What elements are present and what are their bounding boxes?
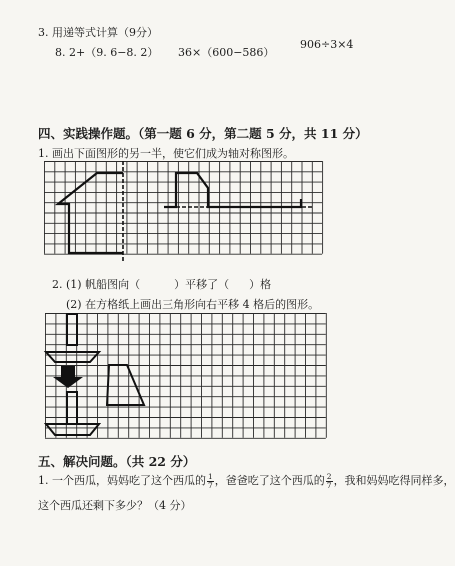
fraction2-denominator: 7	[326, 480, 332, 490]
expression-3: 906÷3×4	[300, 38, 354, 51]
section4-title: 四、实践操作题。（第一题 6 分，第二题 5 分，共 11 分）	[38, 126, 368, 141]
half-shape-right	[164, 173, 301, 207]
fraction-two-sevenths	[326, 473, 333, 490]
q2a-suffix: ）格	[249, 278, 272, 291]
q1-text-part3: ，我和妈妈吃得同样多，	[333, 474, 455, 487]
expression-2: 36×（600−586）	[178, 46, 275, 59]
sailboat-upper-hull	[46, 352, 99, 362]
down-arrow-shaft	[61, 366, 75, 378]
q2a-mid: ）平移了（	[174, 278, 230, 291]
fraction2-numerator: 2	[326, 471, 332, 481]
symmetry-grid	[44, 161, 322, 261]
translation-grid	[45, 313, 331, 439]
fraction-one-seventh	[207, 473, 214, 490]
fraction1-numerator: 1	[208, 471, 213, 481]
section4-q2b: (2) 在方格纸上画出三角形向右平移 4 格后的图形。	[66, 298, 320, 311]
section5-q1-line2: 这个西瓜还剩下多少？（4 分）	[38, 499, 192, 512]
sailboat-lower-hull	[46, 424, 99, 435]
q1-text-part1: 1. 一个西瓜，妈妈吃了这个西瓜的	[38, 474, 206, 487]
fraction1-denominator: 7	[208, 480, 213, 490]
section5-q1	[38, 472, 455, 490]
q1-text-part2: ，爸爸吃了这个西瓜的	[214, 474, 325, 487]
section4-q1: 1. 画出下面图形的另一半，使它们成为轴对称图形。	[38, 147, 294, 160]
triangle-shape	[107, 365, 144, 405]
sailboat-mast-top	[67, 314, 77, 345]
q2a-prefix: 2. (1) 帆船图向（	[52, 278, 141, 291]
expression-1: 8. 2+（9. 6−8. 2）	[55, 46, 159, 59]
q3-heading: 3. 用递等式计算（9分）	[38, 26, 158, 39]
section4-q2a	[52, 276, 271, 292]
section5-title: 五、解决问题。（共 22 分）	[38, 454, 196, 469]
